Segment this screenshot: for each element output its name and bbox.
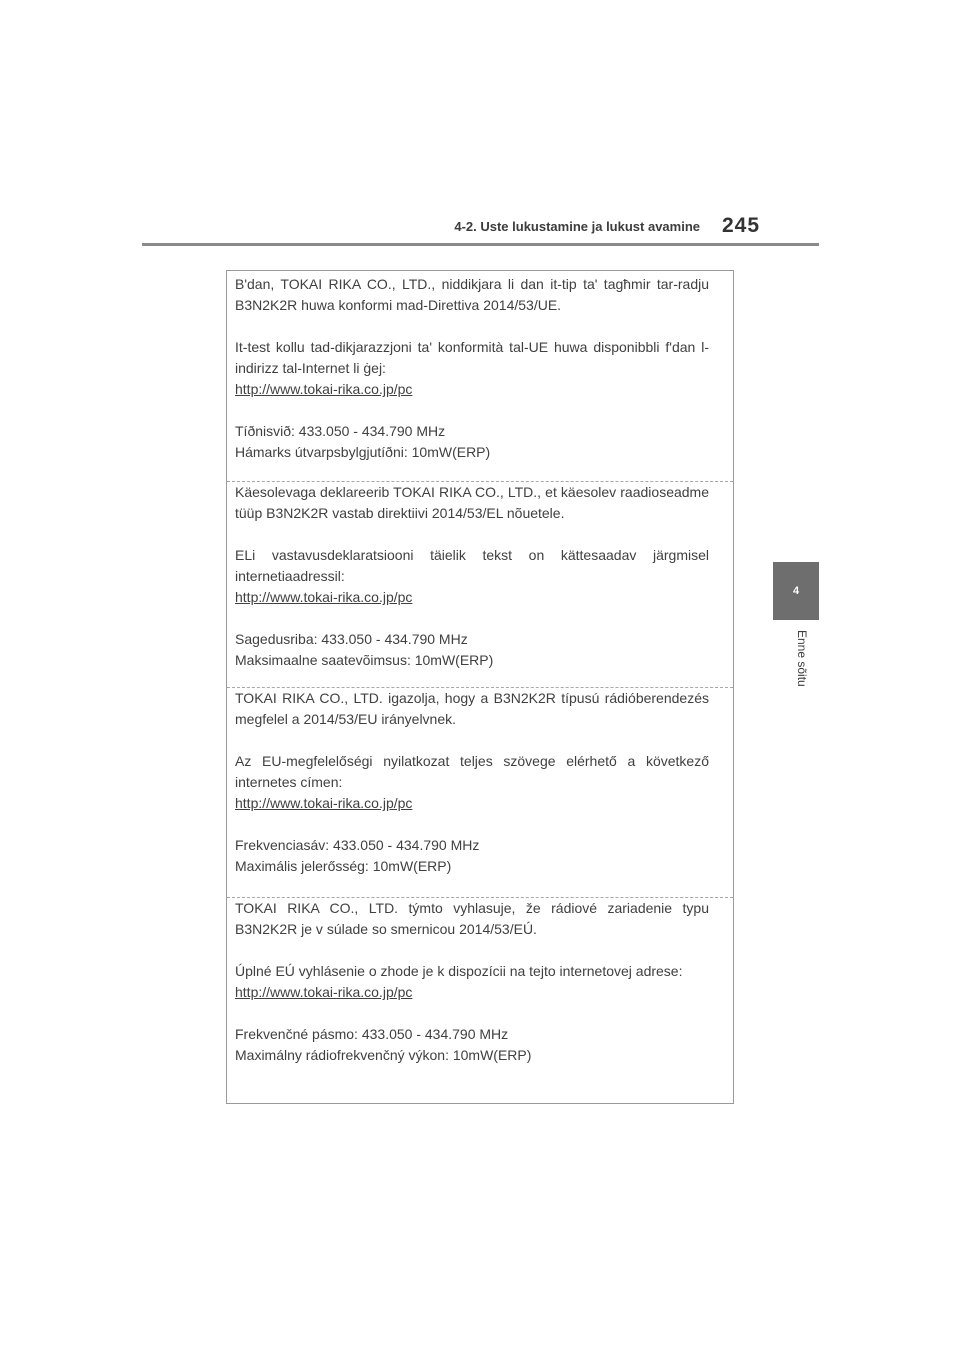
declaration-availability: Úplné EÚ vyhlásenie o zhode je k dispozícii na tejto internetovej adrese: <box>235 963 683 979</box>
declaration-estonian <box>227 481 733 686</box>
chapter-label: Enne sõitu <box>795 630 809 687</box>
declaration-availability: ELi vastavusdeklaratsiooni täielik tekst on kättesaadav järgmisel internetiaadressil: <box>235 547 709 584</box>
declaration-link[interactable]: http://www.tokai-rika.co.jp/pc <box>235 381 413 397</box>
frequency-range: Tíðnisvið: 433.050 - 434.790 MHz <box>235 423 446 439</box>
declaration-maltese <box>227 274 733 479</box>
declaration-link[interactable]: http://www.tokai-rika.co.jp/pc <box>235 589 413 605</box>
declaration-slovak <box>227 897 733 1102</box>
frequency-range: Frekvenciasáv: 433.050 - 434.790 MHz <box>235 837 480 853</box>
max-power: Maximális jelerősség: 10mW(ERP) <box>235 858 452 874</box>
chapter-number: 4 <box>792 585 800 597</box>
header-divider <box>142 243 819 246</box>
max-power: Hámarks útvarpsbylgjutíðni: 10mW(ERP) <box>235 444 491 460</box>
declaration-box <box>226 270 734 1104</box>
frequency-range: Sagedusriba: 433.050 - 434.790 MHz <box>235 631 468 647</box>
declaration-link[interactable]: http://www.tokai-rika.co.jp/pc <box>235 795 413 811</box>
declaration-statement: TOKAI RIKA CO., LTD. igazolja, hogy a B3N2K2R típusú rádióberendezés megfelel a 2014/53/EU irányelvnek. <box>235 690 709 727</box>
section-title: 4-2. Uste lukustamine ja lukust avamine <box>454 219 700 234</box>
frequency-range: Frekvenčné pásmo: 433.050 - 434.790 MHz <box>235 1026 509 1042</box>
chapter-tab <box>773 562 819 620</box>
max-power: Maximálny rádiofrekvenčný výkon: 10mW(ERP) <box>235 1047 532 1063</box>
declaration-statement: Käesolevaga deklareerib TOKAI RIKA CO., LTD., et käesolev raadioseadme tüüp B3N2K2R vastab direktiivi 2014/53/EL nõuetele. <box>235 484 709 521</box>
declaration-statement: B'dan, TOKAI RIKA CO., LTD., niddikjara li dan it-tip ta' tagħmir tar-radju B3N2K2R huwa konformi mad-Direttiva 2014/53/UE. <box>235 276 709 313</box>
declaration-availability: Az EU-megfelelőségi nyilatkozat teljes szövege elérhető a következő internetes címen: <box>235 753 709 790</box>
declaration-statement: TOKAI RIKA CO., LTD. týmto vyhlasuje, že rádiové zariadenie typu B3N2K2R je v súlade so smernicou 2014/53/EÚ. <box>235 900 709 937</box>
declaration-availability: It-test kollu tad-dikjarazzjoni ta' konformità tal-UE huwa disponibbli f'dan l-indirizz tal-Internet li ġej: <box>235 339 709 376</box>
declaration-link[interactable]: http://www.tokai-rika.co.jp/pc <box>235 984 413 1000</box>
declaration-hungarian <box>227 687 733 896</box>
max-power: Maksimaalne saatevõimsus: 10mW(ERP) <box>235 652 494 668</box>
page-number: 245 <box>722 214 761 237</box>
